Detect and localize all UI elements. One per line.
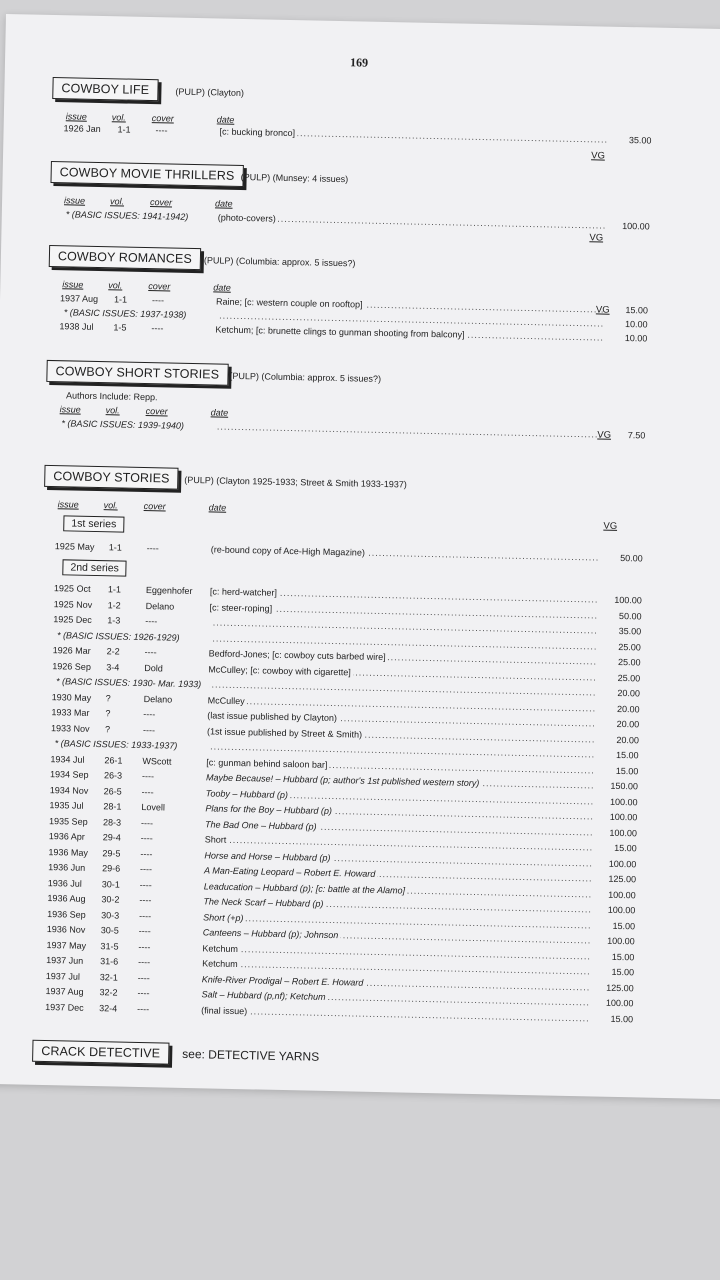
description: Tooby – Hubbard (p) [205, 787, 289, 800]
price-value: 100.00 [607, 904, 636, 916]
price-value: 15.00 [612, 920, 636, 931]
volume: 1-5 [113, 322, 127, 333]
issue-date: 1937 Aug [45, 986, 84, 997]
cover-artist: ---- [151, 295, 165, 306]
volume: 30-3 [101, 909, 120, 921]
issue-date: 1925 Nov [53, 598, 93, 610]
volume: 30-2 [101, 894, 120, 905]
description: Ketchum; [c: brunette clings to gunman shooting from balcony] [215, 324, 465, 340]
volume: 1-1 [117, 124, 131, 135]
grade-vg: VG [595, 304, 610, 316]
description: The Bad One – Hubbard (p) [204, 818, 317, 832]
description: A Man-Eating Leopard – Robert E. Howard [204, 865, 376, 879]
cover-artist: ---- [141, 786, 154, 797]
price-value: 15.00 [614, 842, 637, 854]
section-info: (PULP) (Columbia: approx. 5 issues?) [203, 255, 356, 269]
price-value: 35.00 [628, 135, 652, 146]
volume: 31-6 [100, 956, 119, 967]
section-cowboy-short-stories [45, 360, 647, 463]
volume: 3-4 [106, 661, 120, 673]
price-value: 15.00 [611, 966, 635, 978]
volume: ? [105, 692, 111, 703]
description: (re-bound copy of Ace-High Magazine) [210, 544, 365, 558]
cover-artist: Delano [143, 693, 173, 705]
cover-artist: ---- [139, 879, 152, 890]
issue-date: * (BASIC ISSUES: 1930- Mar. 1933) [55, 676, 202, 690]
volume: 32-2 [99, 987, 118, 998]
header-issue: issue [65, 111, 87, 122]
volume: 31-5 [100, 940, 119, 952]
grade-vg: VG [597, 429, 612, 441]
section-info: (PULP) (Clayton 1925-1933; Street & Smith 1933-1937) [184, 474, 407, 490]
header-vol: vol. [108, 280, 123, 291]
cover-artist: ---- [151, 323, 164, 334]
volume: 29-5 [102, 847, 121, 859]
header-date: date [213, 282, 231, 293]
volume: 29-6 [102, 863, 121, 874]
header-vol: vol. [105, 405, 120, 416]
volume: 1-1 [108, 542, 122, 553]
description: The Neck Scarf – Hubbard (p) [203, 896, 324, 909]
price-value: 15.00 [615, 749, 639, 761]
cover-artist: ---- [140, 848, 153, 859]
header-date: date [208, 502, 227, 513]
header-vol: vol. [111, 112, 126, 123]
volume: 28-3 [103, 816, 122, 828]
cover-artist: ---- [140, 833, 153, 844]
price-value: 20.00 [616, 703, 640, 714]
volume: ? [105, 708, 111, 719]
section-title: COWBOY SHORT STORIES [46, 360, 228, 386]
cover-artist: ---- [144, 647, 157, 658]
header-issue: issue [64, 195, 86, 206]
header-vol: vol. [103, 500, 118, 511]
section-title: COWBOY LIFE [52, 77, 158, 101]
price-value: 15.00 [625, 305, 649, 316]
description [216, 310, 218, 320]
issue-date: 1935 Jul [49, 800, 84, 811]
grade-vg: VG [603, 520, 618, 532]
cover-artist: Eggenhofer [145, 585, 193, 597]
description: Horse and Horse – Hubbard (p) [204, 849, 331, 863]
description: [c: herd-watcher] [209, 586, 278, 598]
cover-artist: ---- [155, 125, 168, 136]
description [209, 633, 211, 643]
issue-date: 1937 Dec [45, 1001, 84, 1013]
catalog-row [50, 207, 650, 234]
issue-date: * (BASIC ISSUES: 1939-1940) [61, 418, 185, 431]
header-cover: cover [145, 406, 168, 417]
issue-date: * (BASIC ISSUES: 1933-1937) [54, 738, 178, 751]
volume: 29-4 [102, 832, 121, 843]
issue-date: 1925 May [54, 541, 95, 552]
volume: 1-2 [107, 599, 121, 611]
cover-artist: ---- [142, 724, 156, 735]
section-cowboy-romances [47, 245, 649, 368]
catalog-page [0, 14, 720, 1100]
issue-date: 1937 Aug [59, 293, 99, 304]
issue-date: 1925 Dec [53, 614, 92, 625]
price-value: 20.00 [617, 687, 641, 699]
issue-date: 1936 Jun [48, 862, 86, 873]
catalog-row [43, 539, 643, 566]
issue-date: 1936 Sep [47, 908, 86, 920]
header-cover: cover [151, 113, 174, 124]
price-value: 25.00 [617, 656, 641, 668]
section-title: COWBOY ROMANCES [49, 245, 201, 270]
issue-date: 1926 Sep [52, 660, 92, 672]
issue-date: 1937 Jul [45, 970, 81, 982]
section-title: COWBOY MOVIE THRILLERS [50, 161, 243, 187]
issue-date: 1936 Aug [47, 893, 86, 904]
volume: 30-5 [100, 925, 119, 936]
price-value: 20.00 [616, 718, 640, 730]
price-value: 100.00 [607, 935, 635, 947]
price-value: 20.00 [616, 734, 640, 745]
header-cover: cover [149, 197, 173, 208]
price-value: 125.00 [606, 982, 634, 993]
price-value: 150.00 [610, 780, 639, 792]
volume: 26-1 [104, 754, 123, 766]
issue-date: 1938 Jul [59, 321, 94, 332]
cover-artist: ---- [143, 709, 156, 720]
header-issue: issue [62, 279, 84, 290]
description: [c: gunman behind saloon bar] [206, 756, 328, 770]
description: Short (+p) [203, 911, 244, 923]
price-value: 25.00 [618, 641, 641, 652]
section-title: COWBOY STORIES [44, 465, 179, 490]
price-value: 50.00 [620, 552, 643, 564]
issue-date: 1926 Jan [63, 123, 101, 135]
issue-date: * (BASIC ISSUES: 1941-1942) [65, 209, 189, 222]
description: Raine; [c: western couple on rooftop] [215, 296, 363, 310]
volume: 30-1 [101, 878, 120, 890]
description: Ketchum [202, 942, 239, 954]
description: McCulley [207, 694, 245, 706]
authors-note: Authors Include: Repp. [65, 390, 158, 403]
issue-date: 1936 May [48, 846, 89, 858]
volume: 26-3 [103, 770, 123, 781]
issue-date: 1934 Jul [50, 753, 85, 765]
volume: 32-4 [99, 1002, 118, 1014]
issue-date: 1936 Jul [47, 877, 82, 889]
issue-date: 1933 Nov [50, 722, 90, 734]
page-number: 169 [349, 55, 369, 70]
description: Leaducation – Hubbard (p); [c: battle at the Alamo] [203, 880, 406, 896]
description: [c: bucking bronco] [219, 126, 296, 139]
issue-date: * (BASIC ISSUES: 1926-1929) [56, 629, 180, 643]
series-heading-1: 1st series [63, 515, 124, 532]
issue-date: 1937 May [46, 939, 87, 951]
section-info: (PULP) (Columbia: approx. 5 issues?) [229, 370, 382, 384]
description: Knife-River Prodigal – Robert E. Howard [201, 973, 364, 988]
dot-leader [213, 419, 601, 441]
cover-artist: Delano [145, 600, 175, 612]
cover-artist: ---- [137, 1003, 150, 1014]
description [213, 421, 215, 431]
section-info: (PULP) (Clayton) [175, 86, 245, 98]
cover-artist: ---- [146, 543, 159, 554]
description: Ketchum [202, 958, 238, 970]
description: [c: steer-roping] [209, 601, 273, 614]
volume: 1-1 [113, 294, 128, 305]
volume: 1-1 [107, 584, 122, 595]
grade-vg: VG [589, 232, 604, 244]
header-cover: cover [148, 281, 171, 292]
grade-vg: VG [591, 150, 606, 162]
issue-date: 1926 Mar [52, 645, 91, 656]
cover-artist: ---- [140, 817, 154, 828]
price-value: 125.00 [608, 873, 637, 885]
price-value: 100.00 [609, 811, 638, 823]
volume: 32-1 [99, 971, 118, 983]
description: Canteens – Hubbard (p); Johnson [202, 927, 339, 941]
description: Plans for the Boy – Hubbard (p) [205, 803, 333, 817]
issue-date: 1934 Sep [49, 769, 89, 780]
price-value: 100.00 [608, 889, 636, 900]
header-date: date [214, 198, 233, 209]
header-date: date [210, 407, 229, 418]
price-value: 100.00 [608, 858, 637, 869]
issue-date: 1937 Jun [46, 955, 84, 966]
cover-artist: Dold [144, 662, 163, 673]
cover-artist: ---- [137, 972, 150, 983]
issue-date: 1935 Sep [49, 815, 88, 827]
cover-artist: ---- [145, 616, 158, 627]
price-value: 10.00 [624, 333, 648, 344]
description: (final issue) [201, 1004, 248, 1016]
description [209, 617, 211, 627]
description: Short [204, 834, 227, 845]
issue-date: * (BASIC ISSUES: 1937-1938) [63, 307, 187, 320]
cover-artist: ---- [141, 771, 155, 782]
section-title: CRACK DETECTIVE [32, 1040, 169, 1065]
price-value: 100.00 [614, 594, 642, 606]
volume: 26-5 [103, 785, 122, 797]
issue-date: 1925 Oct [53, 583, 91, 594]
issue-date: 1934 Nov [49, 784, 89, 796]
price-value: 15.00 [611, 951, 635, 962]
cover-artist: ---- [138, 941, 151, 952]
description [208, 679, 210, 689]
cover-artist: ---- [138, 925, 151, 937]
price-value: 15.00 [615, 765, 639, 776]
price-value: 100.00 [605, 997, 634, 1009]
section-cowboy-stories [33, 465, 645, 1037]
price-value: 35.00 [618, 625, 642, 637]
series-heading-2: 2nd series [62, 559, 127, 576]
volume: 1-3 [107, 615, 121, 626]
description: Bedford-Jones; [c: cowboy cuts barbed wire] [208, 648, 386, 663]
description: (photo-covers) [217, 212, 276, 224]
description: (1st issue published by Street & Smith) [206, 725, 363, 740]
cover-artist: ---- [140, 863, 153, 875]
cover-artist: ---- [139, 910, 152, 921]
description: (last issue published by Clayton) [207, 710, 338, 724]
volume: ? [104, 723, 111, 734]
issue-date: 1933 Mar [51, 707, 90, 718]
header-date: date [216, 114, 235, 125]
issue-date: 1936 Nov [46, 924, 86, 935]
header-cover: cover [143, 500, 166, 512]
price-value: 50.00 [618, 610, 642, 621]
issue-date: 1930 May [51, 691, 92, 703]
header-vol: vol. [109, 196, 125, 207]
description: McCulley; [c: cowboy with cigarette] [208, 663, 351, 677]
cover-artist: WScott [142, 755, 172, 767]
description: Maybe Because! – Hubbard (p; author's 1st published western story) [205, 772, 480, 789]
section-crack-detective [32, 1040, 632, 1083]
header-issue: issue [59, 404, 81, 415]
cover-artist: ---- [138, 956, 151, 968]
price-value: 7.50 [627, 430, 646, 441]
cover-artist: ---- [139, 894, 152, 906]
volume: 2-2 [106, 646, 120, 657]
header-issue: issue [57, 499, 79, 510]
section-info: (PULP) (Munsey: 4 issues) [240, 171, 349, 185]
volume: 28-1 [103, 801, 122, 812]
price-value: 100.00 [610, 796, 638, 807]
price-value: 100.00 [609, 827, 638, 838]
catalog-row [45, 416, 645, 443]
price-value: 25.00 [617, 672, 641, 683]
cover-artist: ---- [137, 987, 150, 999]
issue-date: 1936 Apr [48, 831, 85, 842]
price-value: 100.00 [622, 220, 650, 232]
cover-artist: Lovell [141, 802, 166, 813]
price-value: 15.00 [610, 1013, 634, 1024]
catalog-row [51, 121, 651, 148]
price-value: 10.00 [625, 319, 648, 330]
description [207, 741, 209, 751]
description: Salt – Hubbard (p,nf); Ketchum [201, 989, 326, 1002]
see-reference: see: DETECTIVE YARNS [182, 1046, 320, 1064]
